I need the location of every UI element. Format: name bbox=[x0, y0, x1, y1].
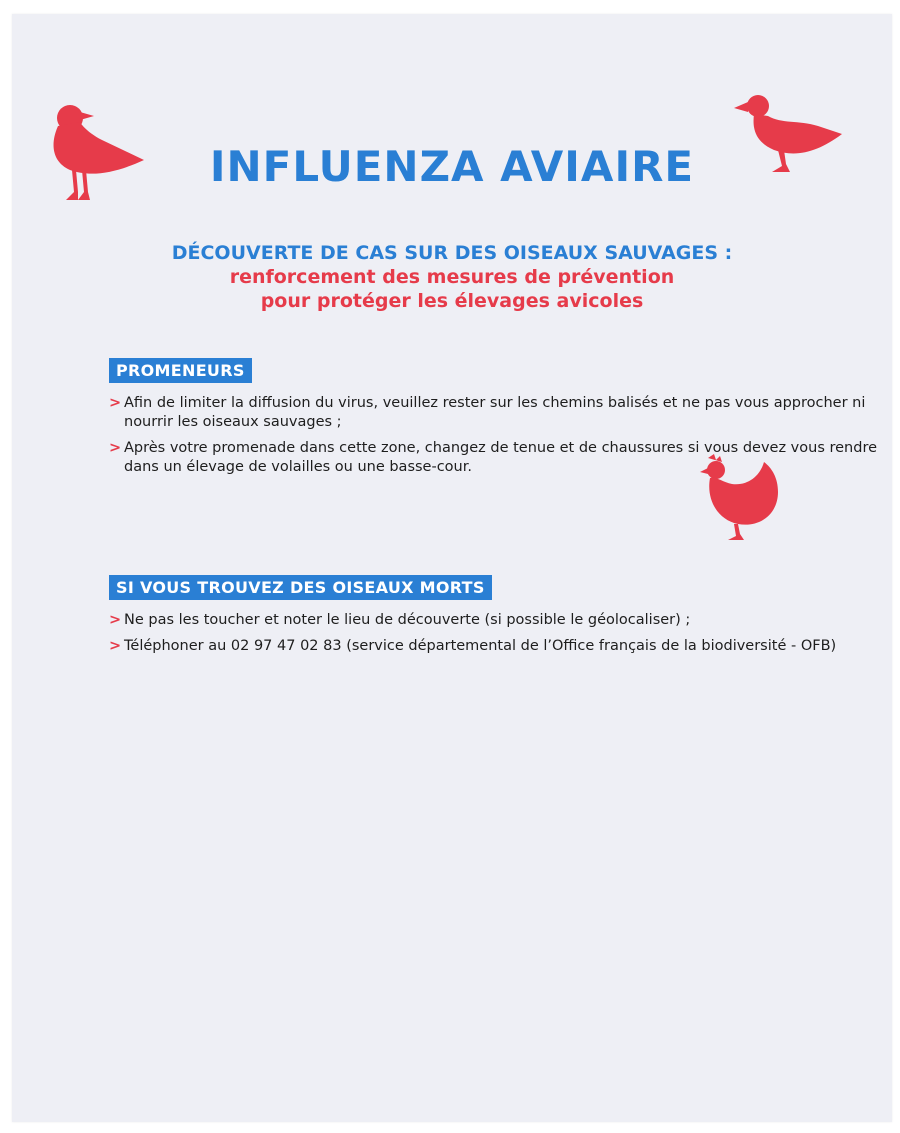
subtitle-line-2: renforcement des mesures de prévention bbox=[229, 266, 675, 288]
subtitle-line-3: pour protéger les élevages avicoles bbox=[260, 290, 644, 312]
list-item-text: Afin de limiter la diffusion du virus, veuillez rester sur les chemins balisés et ne pas vous approcher ni nourrir les oiseaux sauvages ; bbox=[124, 395, 866, 430]
bullet-arrow-icon: > bbox=[109, 638, 122, 654]
list-item-text: Après votre promenade dans cette zone, changez de tenue et de chaussures si vous devez vous rendre dans un élevage de volailles ou une basse-cour. bbox=[124, 440, 878, 475]
document-page bbox=[12, 14, 892, 1122]
section-title-promeneurs: PROMENEURS bbox=[109, 358, 252, 383]
oiseaux-morts-list bbox=[109, 611, 884, 663]
list-item bbox=[109, 439, 884, 477]
list-item-text: Téléphoner au 02 97 47 02 83 (service départemental de l’Office français de la biodiversité - OFB) bbox=[124, 638, 837, 654]
bullet-arrow-icon: > bbox=[109, 395, 122, 411]
bullet-arrow-icon: > bbox=[109, 440, 122, 456]
subtitle-headline: DÉCOUVERTE DE CAS SUR DES OISEAUX SAUVAGES : bbox=[171, 242, 733, 264]
section-title-oiseaux-morts: SI VOUS TROUVEZ DES OISEAUX MORTS bbox=[109, 575, 492, 600]
list-item bbox=[109, 611, 884, 630]
page-title: INFLUENZA AVIAIRE bbox=[209, 142, 695, 191]
bullet-arrow-icon: > bbox=[109, 612, 122, 628]
list-item bbox=[109, 637, 884, 656]
promeneurs-list bbox=[109, 394, 884, 484]
list-item-text: Ne pas les toucher et noter le lieu de découverte (si possible le géolocaliser) ; bbox=[124, 612, 691, 628]
list-item bbox=[109, 394, 884, 432]
